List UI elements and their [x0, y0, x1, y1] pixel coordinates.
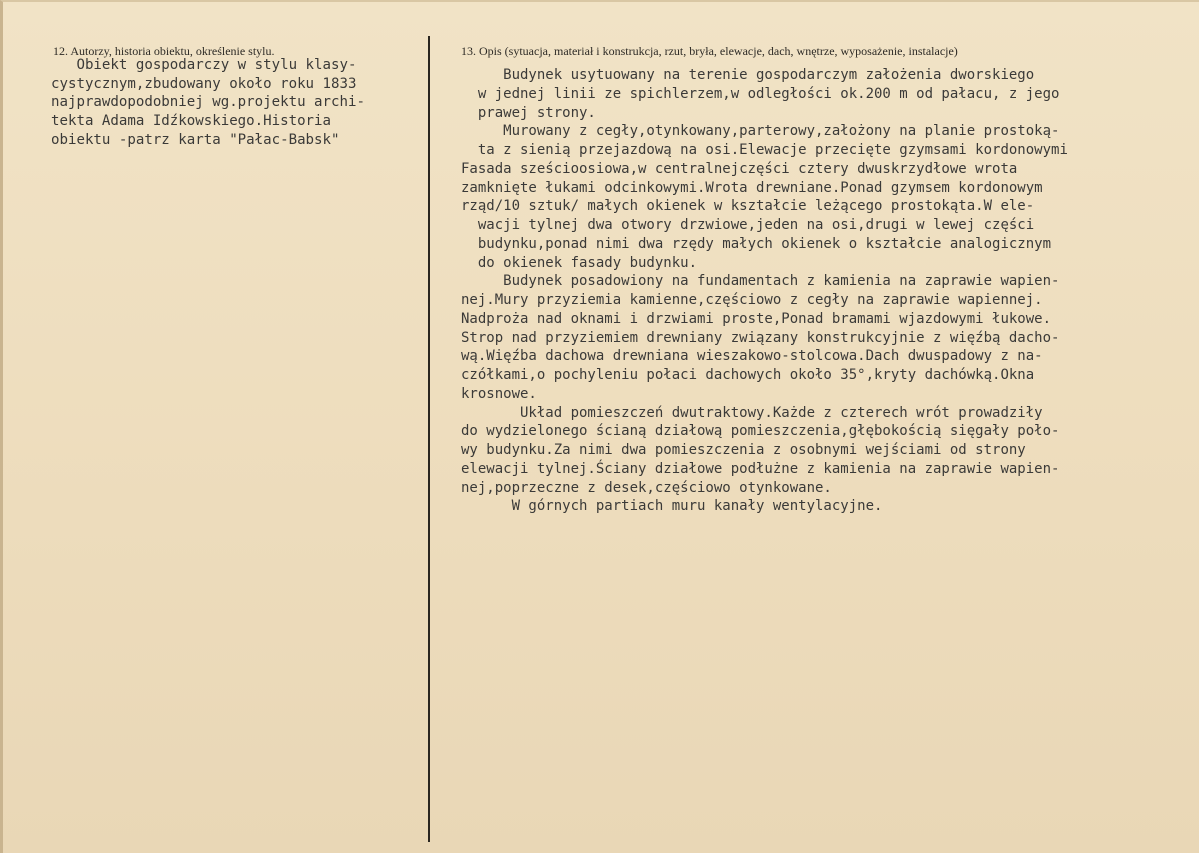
section-12-heading: 12. Autorzy, historia obiektu, określenie stylu.	[53, 44, 275, 58]
text-line: Budynek usytuowany na terenie gospodarczym założenia dworskiego	[461, 67, 1035, 83]
text-line: czółkami,o pochyleniu połaci dachowych około 35°,kryty dachówką.Okna	[461, 367, 1035, 383]
text-line: nej.Mury przyziemia kamienne,częściowo z cegły na zaprawie wapiennej.	[461, 292, 1043, 308]
text-line: do okienek fasady budynku.	[461, 254, 698, 271]
text-line: najprawdopodobniej wg.projektu archi-	[51, 94, 365, 111]
text-line: Nadproża nad oknami i drzwiami proste,Ponad bramami wjazdowymi łukowe.	[461, 310, 1052, 327]
text-line: ta z sienią przejazdową na osi.Elewacje przecięte gzymsami kordonowymi	[461, 142, 1068, 158]
text-line: do wydzielonego ścianą działową pomieszczenia,głębokością sięgały poło-	[461, 423, 1060, 440]
section-13-heading: 13. Opis (sytuacja, materiał i konstrukcja, rzut, bryła, elewacje, dach, wnętrze, wyposażenie, instalacje)	[461, 44, 958, 58]
text-line: Murowany z cegły,otynkowany,parterowy,założony na planie prostoką-	[461, 123, 1060, 140]
text-line: tekta Adama Idźkowskiego.Historia	[51, 113, 332, 130]
column-divider	[428, 36, 430, 842]
text-line: rząd/10 sztuk/ małych okienek w kształcie leżącego prostokąta.W ele-	[461, 198, 1035, 215]
section-13-text	[461, 66, 1199, 516]
text-line: nej,poprzeczne z desek,częściowo otynkowane.	[461, 479, 832, 496]
text-line: W górnych partiach muru kanały wentylacyjne.	[461, 498, 883, 515]
text-line: Budynek posadowiony na fundamentach z kamienia na zaprawie wapien-	[461, 273, 1060, 290]
text-line: zamknięte łukami odcinkowymi.Wrota drewniane.Ponad gzymsem kordonowym	[461, 179, 1043, 196]
text-line: obiektu -patrz karta "Pałac-Babsk"	[51, 131, 340, 148]
text-line: Obiekt gospodarczy w stylu klasy-	[51, 57, 357, 73]
text-line: elewacji tylnej.Ściany działowe podłużne z kamienia na zaprawie wapien-	[461, 460, 1060, 477]
text-line: wy budynku.Za nimi dwa pomieszczenia z osobnymi wejściami od strony	[461, 442, 1026, 458]
section-12-text	[51, 56, 431, 150]
text-line: Układ pomieszczeń dwutraktowy.Każde z czterech wrót prowadziły	[461, 404, 1043, 421]
text-line: budynku,ponad nimi dwa rzędy małych okienek o kształcie analogicznym	[461, 235, 1052, 252]
text-line: w jednej linii ze spichlerzem,w odległości ok.200 m od pałacu, z jego	[461, 85, 1060, 102]
text-line: wą.Więźba dachowa drewniana wieszakowo-stolcowa.Dach dwuspadowy z na-	[461, 348, 1043, 365]
text-line: Fasada sześcioosiowa,w centralnejczęści cztery dwuskrzydłowe wrota	[461, 160, 1018, 177]
text-line: prawej strony.	[461, 104, 596, 121]
text-line: krosnowe.	[461, 385, 537, 402]
text-line: cystycznym,zbudowany około roku 1833	[51, 75, 357, 92]
text-line: Strop nad przyziemiem drewniany związany konstrukcyjnie z więźbą dacho-	[461, 329, 1060, 346]
text-line: wacji tylnej dwa otwory drzwiowe,jeden na osi,drugi w lewej części	[461, 217, 1035, 233]
